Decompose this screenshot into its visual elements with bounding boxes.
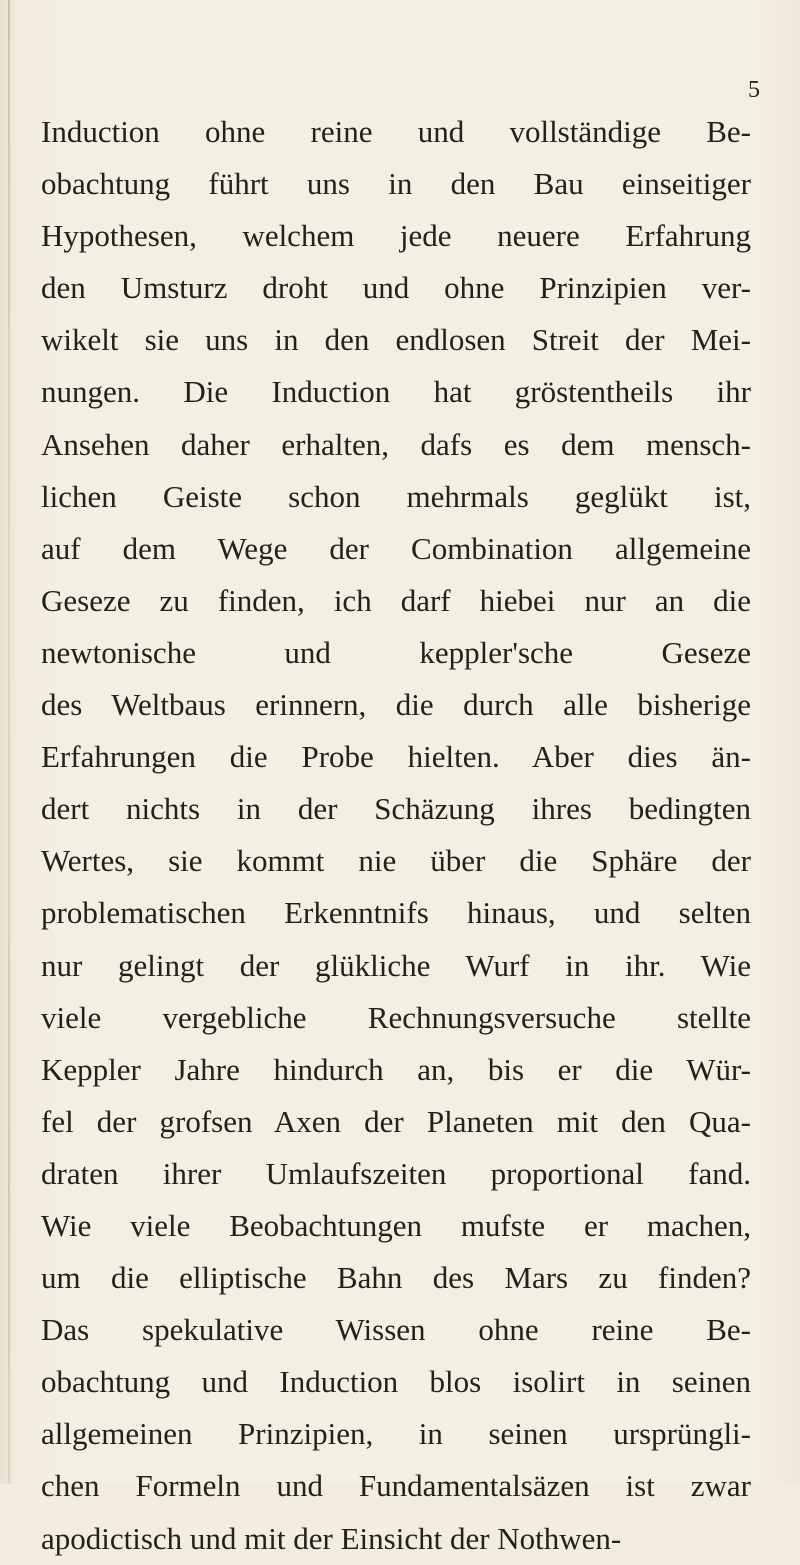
text-line: Hypothesen, welchem jede neuere Erfahrung [41, 218, 751, 254]
text-line: den Umsturz droht und ohne Prinzipien ver- [41, 270, 751, 306]
text-line: nungen. Die Induction hat gröstentheils ihr [41, 374, 751, 410]
text-line: obachtung führt uns in den Bau einseitiger [41, 166, 751, 202]
text-line: fel der grofsen Axen der Planeten mit den Qua- [41, 1103, 751, 1139]
text-line: Wie viele Beobachtungen mufste er machen, [41, 1207, 751, 1243]
text-line: Erfahrungen die Probe hielten. Aber dies än- [41, 739, 751, 775]
text-line: problematischen Erkenntnifs hinaus, und selten [41, 895, 751, 931]
text-line: obachtung und Induction blos isolirt in seinen [41, 1364, 751, 1400]
text-line: Keppler Jahre hindurch an, bis er die Wür- [41, 1051, 751, 1087]
text-line: um die elliptische Bahn des Mars zu finden? [41, 1260, 751, 1296]
text-line: Wertes, sie kommt nie über die Sphäre der [41, 843, 751, 879]
text-line: lichen Geiste schon mehrmals geglükt ist, [41, 478, 751, 514]
text-line: chen Formeln und Fundamentalsäzen ist zwar [41, 1468, 751, 1504]
text-line: allgemeinen Prinzipien, in seinen ursprüngli- [41, 1416, 751, 1452]
text-line: des Weltbaus erinnern, die durch alle bisherige [41, 687, 751, 723]
text-line: viele vergebliche Rechnungsversuche stellte [41, 999, 751, 1035]
text-line: draten ihrer Umlaufszeiten proportional fand. [41, 1155, 751, 1191]
binding-gutter [8, 0, 10, 1484]
text-line: wikelt sie uns in den endlosen Streit der Mei- [41, 322, 751, 358]
text-line: dert nichts in der Schäzung ihres bedingten [41, 791, 751, 827]
body-text [41, 106, 751, 1565]
text-line: Das spekulative Wissen ohne reine Be- [41, 1312, 751, 1348]
page-number: 5 [748, 77, 760, 103]
text-line: Induction ohne reine und vollständige Be- [41, 114, 751, 149]
text-line: apodictisch und mit der Einsicht der Nothwen- [41, 1520, 622, 1556]
text-line: Geseze zu finden, ich darf hiebei nur an die [41, 582, 751, 618]
text-line: nur gelingt der glükliche Wurf in ihr. Wie [41, 947, 751, 983]
text-line: newtonische und keppler'sche Geseze [41, 634, 751, 670]
text-line: auf dem Wege der Combination allgemeine [41, 530, 751, 566]
text-line: Ansehen daher erhalten, dafs es dem mensch- [41, 426, 751, 462]
